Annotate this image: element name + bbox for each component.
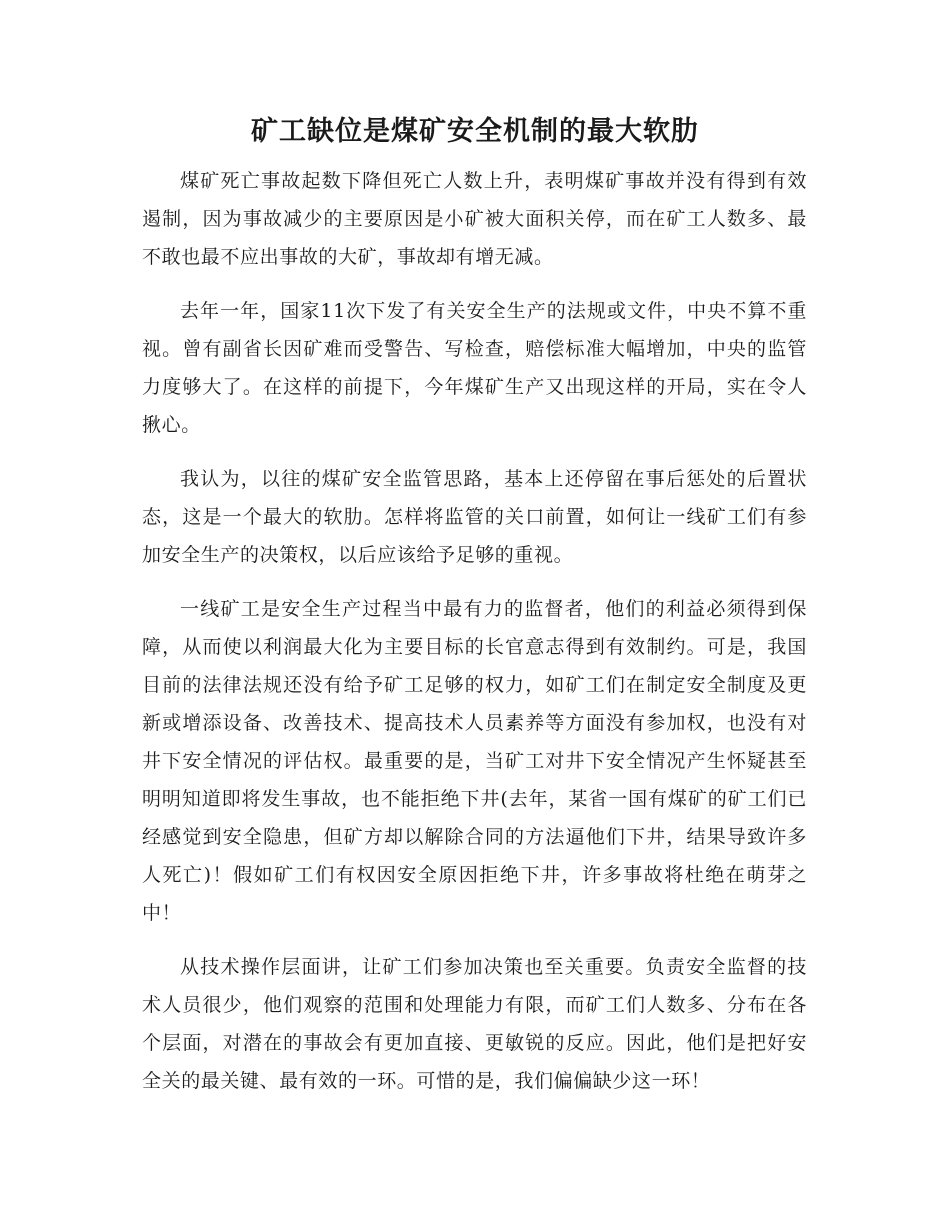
document-title: 矿工缺位是煤矿安全机制的最大软肋 (251, 116, 699, 147)
document-body (142, 162, 807, 1116)
paragraph-5: 从技术操作层面讲，让矿工们参加决策也至关重要。负责安全监督的技术人员很少，他们观察的范围和处理能力有限，而矿工们人数多、分布在各个层面，对潜在的事故会有更加直接、更敏锐的反应。因此，他们是把好安全关的最关键、最有效的一环。可惜的是，我们偏偏缺少这一环！ (142, 956, 807, 1092)
paragraph-2: 去年一年，国家11次下发了有关安全生产的法规或文件，中央不算不重视。曾有副省长因矿难而受警告、写检查，赔偿标准大幅增加，中央的监管力度够大了。在这样的前提下，今年煤矿生产又出现这样的开局，实在令人揪心。 (142, 300, 807, 436)
paragraph-3: 我认为，以往的煤矿安全监管思路，基本上还停留在事后惩处的后置状态，这是一个最大的软肋。怎样将监管的关口前置，如何让一线矿工们有参加安全生产的决策权，以后应该给予足够的重视。 (142, 468, 807, 566)
paragraph-4: 一线矿工是安全生产过程当中最有力的监督者，他们的利益必须得到保障，从而使以利润最大化为主要目标的长官意志得到有效制约。可是，我国目前的法律法规还没有给予矿工足够的权力，如矿工们在制定安全制度及更新或增添设备、改善技术、提高技术人员素养等方面没有参加权，也没有对井下安全情况的评估权。最重要的是，当矿工对井下安全情况产生怀疑甚至明明知道即将发生事故，也不能拒绝下井(去年，某省一国有煤矿的矿工们已经感觉到安全隐患，但矿方却以解除合同的方法逼他们下井，结果导致许多人死亡)！假如矿工们有权因安全原因拒绝下井，许多事故将杜绝在萌芽之中！ (142, 598, 807, 924)
paragraph-1: 煤矿死亡事故起数下降但死亡人数上升，表明煤矿事故并没有得到有效遏制，因为事故减少的主要原因是小矿被大面积关停，而在矿工人数多、最不敢也最不应出事故的大矿，事故却有增无减。 (142, 170, 807, 268)
